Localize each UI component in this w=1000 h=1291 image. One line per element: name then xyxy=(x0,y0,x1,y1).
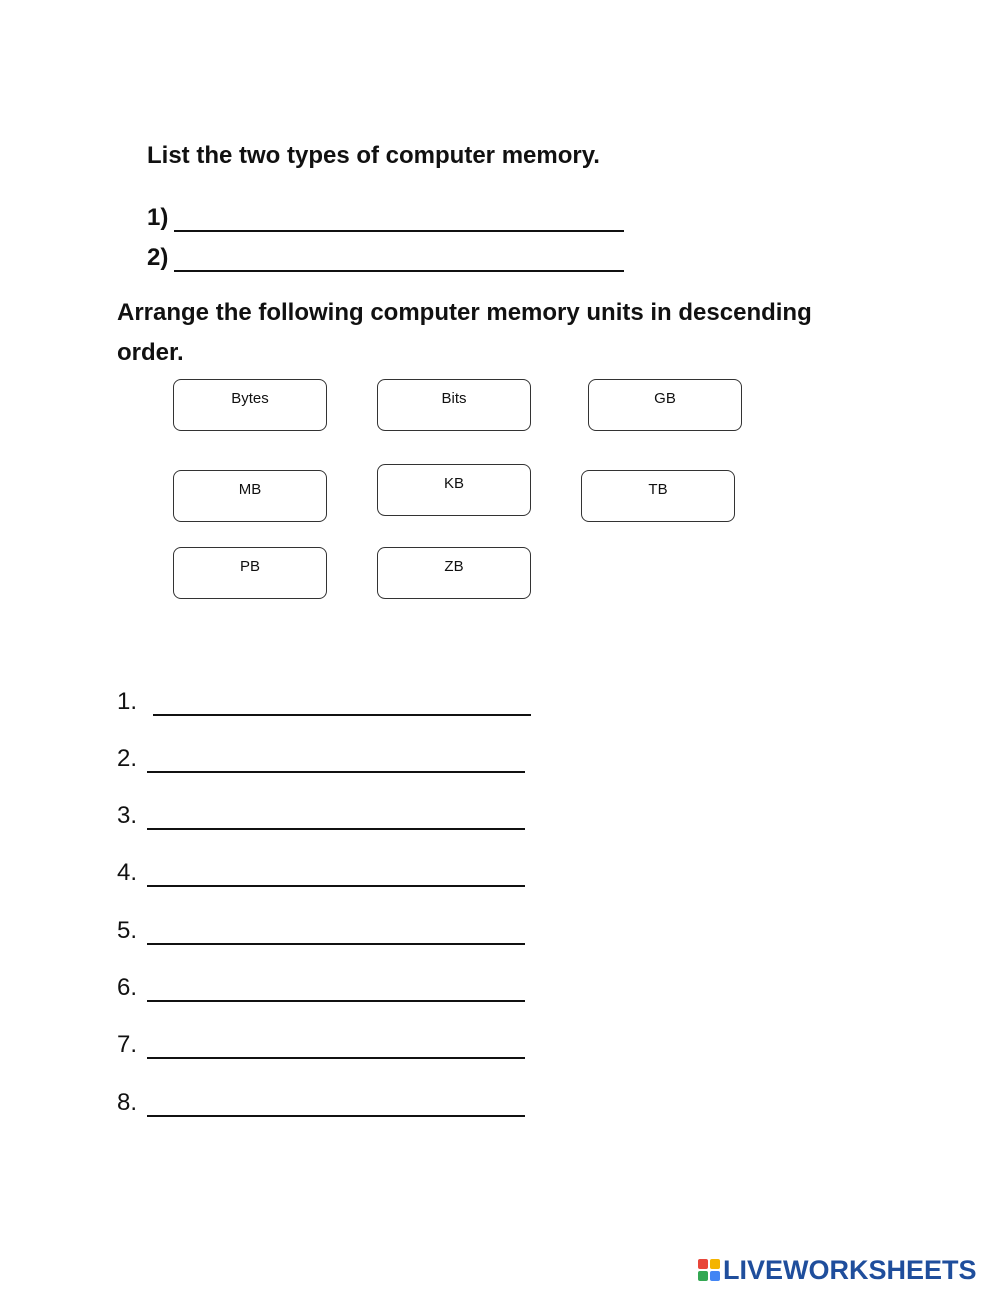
row-number: 7. xyxy=(117,1031,138,1058)
order-blank-5[interactable] xyxy=(147,919,525,945)
unit-box-zb[interactable]: ZB xyxy=(377,547,531,599)
unit-box-bytes[interactable]: Bytes xyxy=(173,379,327,431)
liveworksheets-logo[interactable] xyxy=(698,1254,977,1286)
order-blank-1[interactable] xyxy=(153,690,531,716)
order-row-8 xyxy=(117,1083,525,1117)
memory-type-row-1 xyxy=(147,198,624,232)
order-blank-4[interactable] xyxy=(147,861,525,887)
order-blank-3[interactable] xyxy=(147,804,525,830)
order-row-4 xyxy=(117,853,525,887)
row-number: 1. xyxy=(117,688,138,715)
unit-box-tb[interactable]: TB xyxy=(581,470,735,522)
row-number: 1) xyxy=(147,204,169,231)
order-row-6 xyxy=(117,968,525,1002)
question-2-prompt: Arrange the following computer memory units in descending order. xyxy=(117,299,812,366)
liveworksheets-logo-icon xyxy=(698,1259,720,1281)
question-1-prompt: List the two types of computer memory. xyxy=(147,142,600,169)
order-row-5 xyxy=(117,911,525,945)
unit-box-gb[interactable]: GB xyxy=(588,379,742,431)
unit-box-kb[interactable]: KB xyxy=(377,464,531,516)
order-row-1 xyxy=(117,682,531,716)
row-number: 8. xyxy=(117,1089,138,1116)
row-number: 2) xyxy=(147,244,169,271)
row-number: 5. xyxy=(117,917,138,944)
order-blank-2[interactable] xyxy=(147,747,525,773)
answer-blank-1[interactable] xyxy=(174,204,624,232)
order-blank-7[interactable] xyxy=(147,1033,525,1059)
unit-box-pb[interactable]: PB xyxy=(173,547,327,599)
memory-type-row-2 xyxy=(147,238,624,272)
order-row-3 xyxy=(117,796,525,830)
order-blank-6[interactable] xyxy=(147,976,525,1002)
order-blank-8[interactable] xyxy=(147,1091,525,1117)
unit-box-mb[interactable]: MB xyxy=(173,470,327,522)
row-number: 6. xyxy=(117,974,138,1001)
row-number: 3. xyxy=(117,802,138,829)
order-row-7 xyxy=(117,1025,525,1059)
unit-box-bits[interactable]: Bits xyxy=(377,379,531,431)
logo-text: LIVEWORKSHEETS xyxy=(723,1254,977,1285)
order-row-2 xyxy=(117,739,525,773)
row-number: 2. xyxy=(117,745,138,772)
answer-blank-2[interactable] xyxy=(174,244,624,272)
row-number: 4. xyxy=(117,859,138,886)
